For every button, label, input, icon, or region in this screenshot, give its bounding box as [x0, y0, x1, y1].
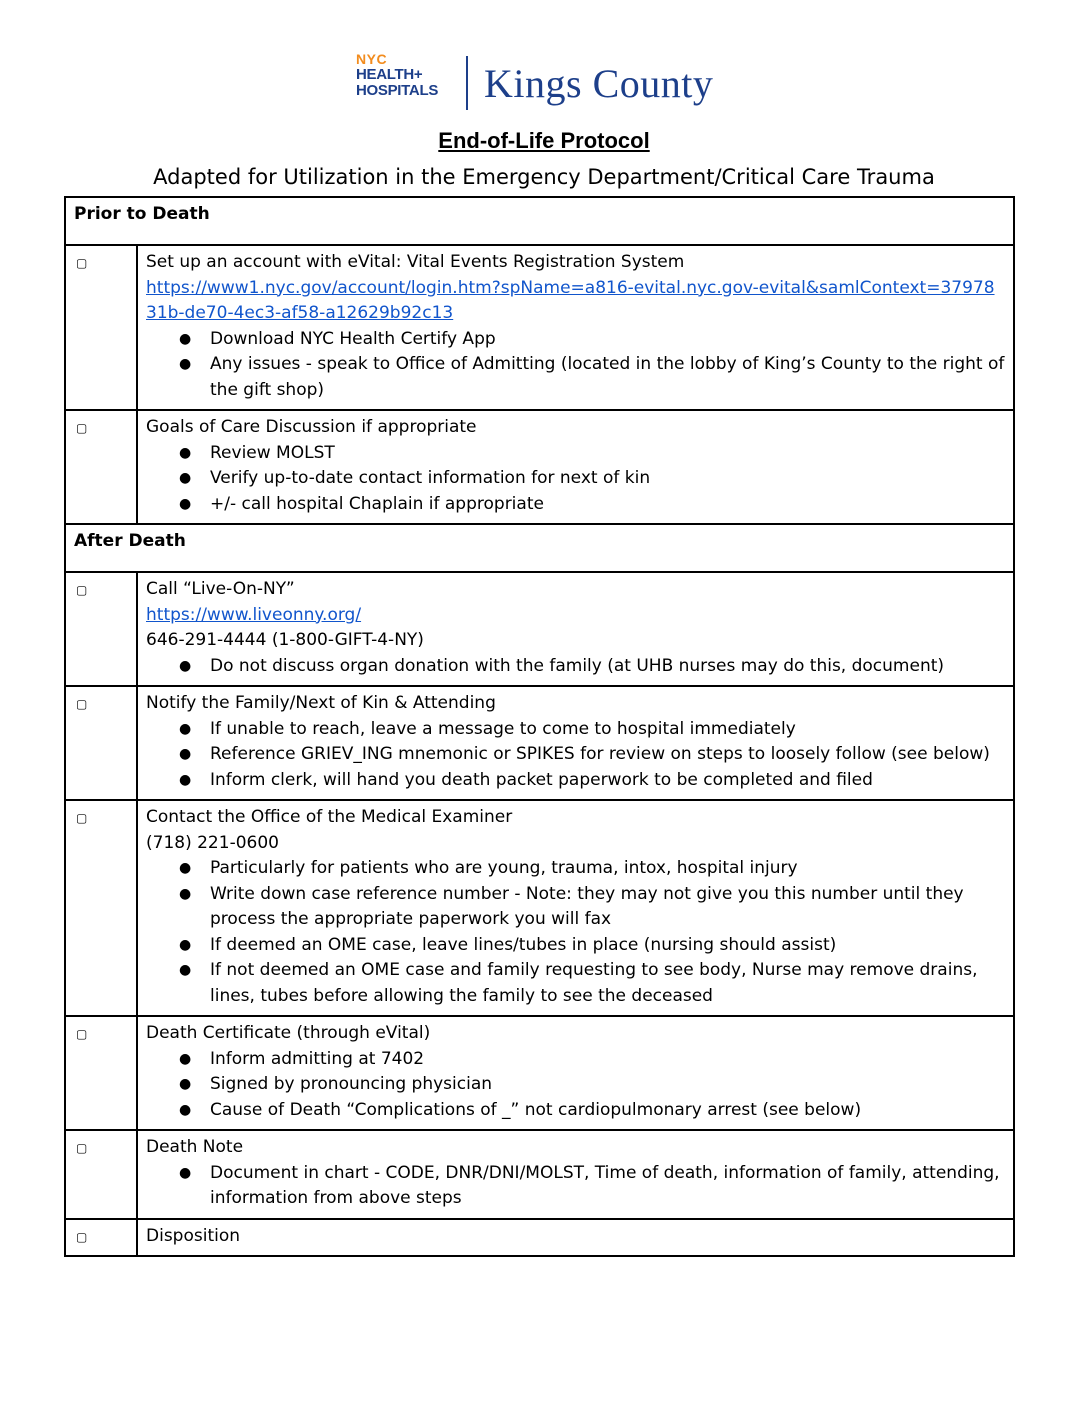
protocol-row [65, 800, 1014, 1016]
step-text: (718) 221-0600 [146, 832, 279, 853]
step-text: Death Certificate (through eVital) [146, 1023, 431, 1043]
step-cell [137, 410, 1014, 524]
protocol-row [65, 410, 1014, 524]
bullet-text: Download NYC Health Certify App [210, 328, 496, 349]
checkbox-icon[interactable]: ▢ [76, 1229, 88, 1244]
step-text: Notify the Family/Next of Kin & Attending [146, 693, 496, 713]
logo-divider [466, 56, 468, 110]
checkbox-icon[interactable]: ▢ [76, 256, 88, 270]
bullet-icon: ● [179, 330, 192, 347]
bullet-text: Signed by pronouncing physician [210, 1074, 493, 1094]
bullet-list [146, 441, 1005, 518]
bullet-text: If deemed an OME case, leave lines/tubes in place (nursing should assist) [210, 934, 837, 955]
section-header-row [65, 524, 1014, 572]
checkbox-icon[interactable]: ▢ [76, 1141, 88, 1155]
checkbox-cell [65, 1130, 137, 1219]
section-header-row [65, 197, 1014, 245]
bullet-list [146, 1161, 1005, 1212]
section-header: After Death [65, 524, 1014, 572]
bullet-text: Document in chart - CODE, DNR/DNI/MOLST, Time of death, information of family, attending, information from above steps [210, 1162, 1000, 1208]
bullet-item [146, 492, 1005, 518]
bullet-item [146, 654, 1005, 680]
bullet-item [146, 958, 1005, 1009]
step-text: Set up an account with eVital: Vital Events Registration System [146, 252, 685, 272]
step-cell [137, 800, 1014, 1016]
logo-nyc-text: NYC [356, 51, 388, 67]
bullet-icon: ● [179, 495, 192, 512]
step-link[interactable]: https://www.liveonny.org/ [146, 604, 362, 625]
bullet-list [146, 327, 1005, 404]
bullet-text: Write down case reference number - Note: they may not give you this number until they process the appropriate paperwork you will fax [210, 883, 964, 929]
document-subtitle: Adapted for Utilization in the Emergency Department/Critical Care Trauma [153, 165, 935, 189]
bullet-item [146, 352, 1005, 403]
protocol-row [65, 572, 1014, 686]
bullet-icon: ● [179, 860, 192, 876]
bullet-icon: ● [179, 470, 192, 486]
bullet-icon: ● [179, 771, 192, 788]
checkbox-icon[interactable]: ▢ [76, 421, 88, 435]
bullet-text: Inform admitting at 7402 [210, 1048, 425, 1069]
bullet-item [146, 933, 1005, 959]
bullet-icon: ● [179, 1050, 192, 1067]
bullet-text: Inform clerk, will hand you death packet paperwork to be completed and filed [210, 769, 873, 790]
step-text: 646-291-4444 (1-800-GIFT-4-NY) [146, 630, 424, 650]
checkbox-cell [65, 245, 137, 410]
step-link[interactable]: https://www1.nyc.gov/account/login.htm?spName=a816-evital.nyc.gov-evital&samlContext=3797831b-de70-4ec3-af58-a12629b92c13 [146, 277, 995, 323]
step-cell [137, 1016, 1014, 1130]
step-text: Goals of Care Discussion if appropriate [146, 417, 477, 437]
bullet-icon: ● [179, 1101, 192, 1118]
bullet-item [146, 441, 1005, 467]
step-text: Contact the Office of the Medical Examiner [146, 807, 513, 827]
step-cell [137, 1130, 1014, 1219]
bullet-text: Reference GRIEV_ING mnemonic or SPIKES for review on steps to loosely follow (see below) [210, 744, 990, 764]
bullet-item [146, 327, 1005, 353]
bullet-text: Cause of Death “Complications of _” not cardiopulmonary arrest (see below) [210, 1099, 862, 1120]
step-cell [137, 1219, 1014, 1257]
bullet-icon: ● [179, 356, 192, 372]
bullet-icon: ● [179, 657, 192, 674]
logo-hospitals-text: HOSPITALS [356, 82, 439, 99]
checkbox-icon[interactable]: ▢ [76, 697, 88, 711]
checkbox-icon[interactable]: ▢ [76, 1027, 88, 1041]
bullet-text: Any issues - speak to Office of Admitting (located in the lobby of King’s County to the right of the gift shop) [210, 354, 1005, 400]
bullet-item [146, 1161, 1005, 1212]
bullet-icon: ● [179, 962, 192, 978]
bullet-text: +/- call hospital Chaplain if appropriate [210, 493, 544, 514]
bullet-text: Particularly for patients who are young, trauma, intox, hospital injury [210, 858, 798, 878]
protocol-table [64, 196, 1015, 1257]
checkbox-icon[interactable]: ▢ [76, 811, 88, 825]
logo-health-text: HEALTH+ [356, 66, 423, 83]
hospital-logo [352, 52, 742, 112]
checkbox-cell [65, 800, 137, 1016]
bullet-item [146, 1098, 1005, 1124]
bullet-item [146, 466, 1005, 492]
bullet-item [146, 768, 1005, 794]
checkbox-cell [65, 572, 137, 686]
bullet-list [146, 654, 1005, 680]
step-cell [137, 686, 1014, 800]
bullet-list [146, 856, 1005, 1009]
bullet-icon: ● [179, 746, 192, 762]
protocol-row [65, 1219, 1014, 1257]
checkbox-cell [65, 1219, 137, 1257]
bullet-text: Review MOLST [210, 442, 335, 463]
bullet-item [146, 882, 1005, 933]
bullet-list [146, 1047, 1005, 1124]
bullet-item [146, 1072, 1005, 1098]
protocol-row [65, 245, 1014, 410]
bullet-text: Do not discuss organ donation with the family (at UHB nurses may do this, document) [210, 655, 945, 676]
bullet-icon: ● [179, 1164, 192, 1181]
checkbox-cell [65, 686, 137, 800]
bullet-icon: ● [179, 720, 192, 737]
document-title: End-of-Life Protocol [438, 128, 650, 153]
bullet-icon: ● [179, 936, 192, 953]
protocol-row [65, 686, 1014, 800]
bullet-item [146, 1047, 1005, 1073]
checkbox-icon[interactable]: ▢ [76, 583, 88, 597]
bullet-text: Verify up-to-date contact information for next of kin [210, 468, 651, 488]
step-cell [137, 572, 1014, 686]
protocol-row [65, 1016, 1014, 1130]
bullet-list [146, 717, 1005, 794]
protocol-row [65, 1130, 1014, 1219]
bullet-icon: ● [179, 885, 192, 902]
step-text: Call “Live-On-NY” [146, 579, 295, 599]
bullet-icon: ● [179, 1076, 192, 1092]
checkbox-cell [65, 1016, 137, 1130]
bullet-item [146, 742, 1005, 768]
checkbox-cell [65, 410, 137, 524]
bullet-icon: ● [179, 444, 192, 461]
step-cell [137, 245, 1014, 410]
step-text: Death Note [146, 1137, 244, 1157]
section-header: Prior to Death [65, 197, 1014, 245]
bullet-text: If not deemed an OME case and family requesting to see body, Nurse may remove drains, lines, tubes before allowing the family to see the deceased [210, 960, 978, 1006]
logo-facility-name: Kings County [484, 61, 714, 106]
step-text: Disposition [146, 1225, 241, 1246]
bullet-text: If unable to reach, leave a message to come to hospital immediately [210, 718, 796, 739]
bullet-item [146, 717, 1005, 743]
bullet-item [146, 856, 1005, 882]
